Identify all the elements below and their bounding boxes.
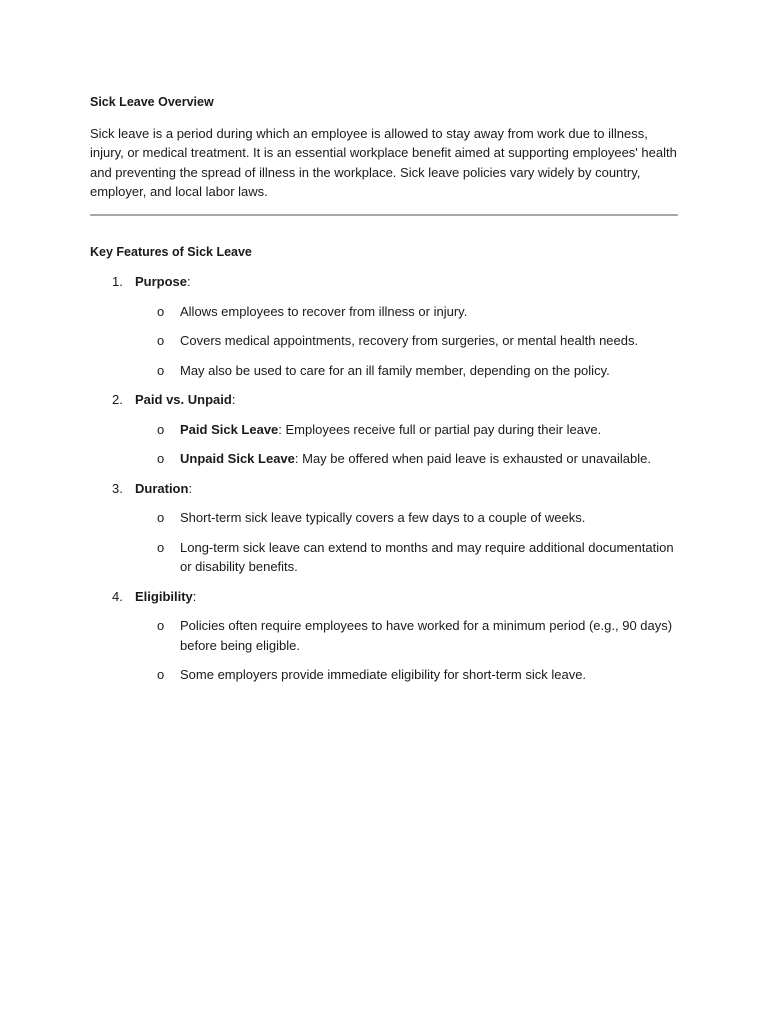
feature-sub-item <box>135 449 680 469</box>
feature-sub-item <box>135 665 680 685</box>
feature-title: Duration <box>135 480 189 496</box>
feature-sub-list <box>135 420 680 469</box>
feature-title-line <box>135 479 680 499</box>
features-heading: Key Features of Sick Leave <box>90 244 252 259</box>
feature-title: Purpose <box>135 274 188 289</box>
bullet-marker: o <box>157 667 165 682</box>
feature-item <box>90 479 680 577</box>
horizontal-divider <box>90 214 678 216</box>
overview-paragraph: Sick leave is a period during which an employee is allowed to stay away from work due to illness, injury, or medical treatment. It is an essential workplace benefit aimed at supporting employees' health and preventing the spread of illness in the workplace. Sick leave policies vary widely by country, employer, and local labor laws. <box>90 125 677 199</box>
feature-title-line <box>135 272 680 292</box>
sub-item-text: : May be offered when paid leave is exhausted or unavailable. <box>294 451 651 466</box>
feature-item <box>90 272 680 380</box>
document-content <box>90 93 680 695</box>
feature-item <box>90 587 680 685</box>
bullet-marker: o <box>157 303 165 319</box>
sub-item-text: Short-term sick leave typically covers a few days to a couple of weeks. <box>180 510 586 525</box>
sub-item-text: May also be used to care for an ill family member, depending on the policy. <box>180 362 610 378</box>
sub-item-label: Unpaid Sick Leave <box>180 451 295 466</box>
sub-item-text: Covers medical appointments, recovery from surgeries, or mental health needs. <box>180 333 639 348</box>
bullet-marker: o <box>157 618 165 633</box>
feature-title: Eligibility <box>135 588 193 604</box>
overview-heading: Sick Leave Overview <box>90 95 214 109</box>
feature-number: 2. <box>112 392 123 407</box>
sub-item-label: Paid Sick Leave <box>180 421 279 437</box>
feature-title-suffix: : <box>187 274 191 289</box>
sub-item-text: : Employees receive full or partial pay during their leave. <box>278 421 602 437</box>
feature-sub-item <box>135 508 680 528</box>
sub-item-text: Long-term sick leave can extend to months and may require additional documentation or disability benefits. <box>180 539 674 574</box>
feature-sub-item <box>135 538 680 577</box>
sub-item-text: Allows employees to recover from illness or injury. <box>180 303 468 319</box>
feature-title-suffix: : <box>192 588 197 604</box>
bullet-marker: o <box>157 451 165 466</box>
features-list <box>90 272 680 685</box>
feature-sub-list <box>135 508 680 577</box>
feature-title-suffix: : <box>231 392 236 407</box>
feature-sub-list <box>135 616 680 685</box>
feature-sub-item <box>135 302 680 322</box>
feature-item <box>90 390 680 469</box>
bullet-marker: o <box>157 333 165 348</box>
feature-title-line <box>135 390 680 410</box>
feature-sub-item <box>135 331 680 351</box>
feature-sub-item <box>135 361 680 381</box>
feature-sub-item <box>135 616 680 655</box>
feature-number: 4. <box>112 588 123 604</box>
feature-title: Paid vs. Unpaid <box>135 392 232 407</box>
bullet-marker: o <box>157 362 165 378</box>
feature-title-line <box>135 587 680 607</box>
bullet-marker: o <box>157 510 165 525</box>
feature-title-suffix: : <box>188 480 193 496</box>
feature-sub-list <box>135 302 680 381</box>
bullet-marker: o <box>157 539 165 555</box>
sub-item-text: Policies often require employees to have worked for a minimum period (e.g., 90 days) before being eligible. <box>180 618 673 653</box>
feature-sub-item <box>135 420 680 440</box>
bullet-marker: o <box>157 421 165 437</box>
feature-number: 1. <box>112 274 123 289</box>
sub-item-text: Some employers provide immediate eligibility for short-term sick leave. <box>180 667 587 682</box>
feature-number: 3. <box>112 480 123 496</box>
